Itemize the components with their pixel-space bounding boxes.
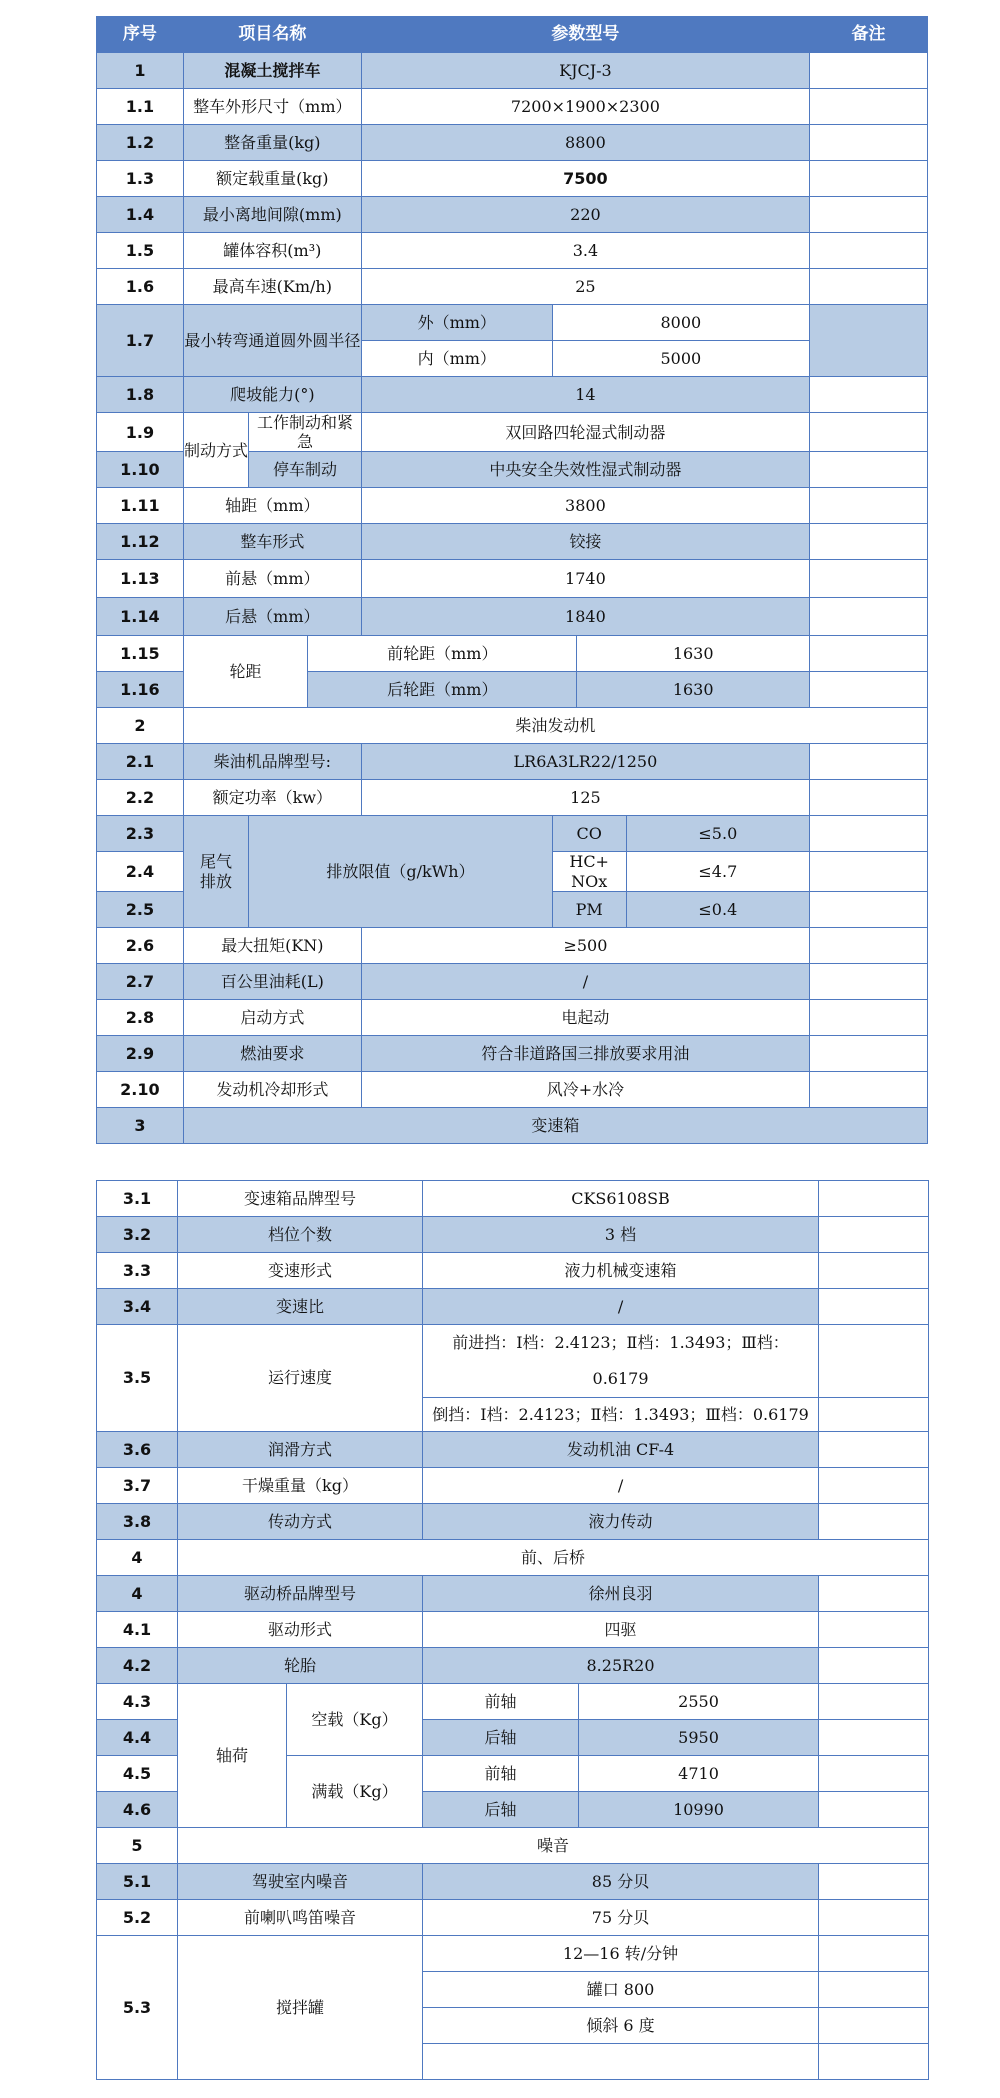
row-no: 1.9 bbox=[97, 413, 184, 452]
table-row bbox=[97, 1612, 929, 1648]
row-no: 3.8 bbox=[97, 1504, 178, 1540]
row-note bbox=[810, 269, 928, 305]
track-label: 后轮距（mm） bbox=[308, 672, 577, 708]
row-no: 1.7 bbox=[97, 305, 184, 377]
row-value: 8.25R20 bbox=[423, 1648, 819, 1684]
table-row bbox=[97, 999, 928, 1035]
axle-group: 轴荷 bbox=[178, 1684, 287, 1828]
row-value: 液力机械变速箱 bbox=[423, 1253, 819, 1289]
row-value: 14 bbox=[361, 377, 809, 413]
row-no: 2.6 bbox=[97, 927, 184, 963]
row-note bbox=[810, 53, 928, 89]
row-note bbox=[810, 1035, 928, 1071]
row-note bbox=[810, 852, 928, 891]
row-name: 爬坡能力(°) bbox=[183, 377, 361, 413]
row-name: 罐体容积(m³) bbox=[183, 233, 361, 269]
row-note bbox=[819, 1864, 929, 1900]
row-no: 1.2 bbox=[97, 125, 184, 161]
table-row bbox=[97, 269, 928, 305]
brake-group: 制动方式 bbox=[183, 413, 248, 488]
row-name: 运行速度 bbox=[178, 1325, 423, 1432]
header-no: 序号 bbox=[97, 17, 184, 53]
row-note bbox=[810, 598, 928, 636]
row-note bbox=[810, 161, 928, 197]
row-no: 4.5 bbox=[97, 1756, 178, 1792]
row-name: 发动机冷却形式 bbox=[183, 1071, 361, 1107]
row-no: 4.1 bbox=[97, 1612, 178, 1648]
row-note bbox=[810, 672, 928, 708]
row-note bbox=[819, 1398, 929, 1432]
row-value: 75 分贝 bbox=[423, 1900, 819, 1936]
row-name: 最小转弯通道圆外圆半径 bbox=[183, 305, 361, 377]
row-no: 5.3 bbox=[97, 1936, 178, 2080]
row-note bbox=[819, 1612, 929, 1648]
table-row bbox=[97, 1217, 929, 1253]
table-row bbox=[97, 1035, 928, 1071]
mixer-speed: 12—16 转/分钟 bbox=[423, 1936, 819, 1972]
row-note bbox=[819, 1900, 929, 1936]
row-name: 最大扭矩(KN) bbox=[183, 927, 361, 963]
table-row bbox=[97, 816, 928, 852]
radius-outer-label: 外（mm） bbox=[361, 305, 552, 341]
row-value: / bbox=[361, 963, 809, 999]
table-row bbox=[97, 560, 928, 598]
row-no: 2 bbox=[97, 708, 184, 744]
row-note bbox=[810, 524, 928, 560]
row-no: 1.13 bbox=[97, 560, 184, 598]
row-no: 4.3 bbox=[97, 1684, 178, 1720]
track-value: 1630 bbox=[577, 636, 810, 672]
table-row bbox=[97, 488, 928, 524]
row-value: 液力传动 bbox=[423, 1504, 819, 1540]
row-note bbox=[810, 1071, 928, 1107]
row-value: 25 bbox=[361, 269, 809, 305]
axle-name: 前轴 bbox=[423, 1756, 579, 1792]
row-no: 1.6 bbox=[97, 269, 184, 305]
row-no: 2.3 bbox=[97, 816, 184, 852]
row-note bbox=[819, 1468, 929, 1504]
row-note bbox=[819, 1253, 929, 1289]
row-value: ≥500 bbox=[361, 927, 809, 963]
row-name: 最小离地间隙(mm) bbox=[183, 197, 361, 233]
row-note bbox=[819, 1684, 929, 1720]
row-no: 2.5 bbox=[97, 891, 184, 927]
spec-table-1 bbox=[96, 16, 928, 1144]
row-no: 1 bbox=[97, 53, 184, 89]
row-name: 整备重量(kg) bbox=[183, 125, 361, 161]
row-name: 后悬（mm） bbox=[183, 598, 361, 636]
section-row bbox=[97, 708, 928, 744]
emission-item: HC+ NOx bbox=[552, 852, 626, 891]
row-note bbox=[810, 636, 928, 672]
row-value: 发动机油 CF-4 bbox=[423, 1432, 819, 1468]
row-value: KJCJ-3 bbox=[361, 53, 809, 89]
brake-value: 双回路四轮湿式制动器 bbox=[361, 413, 809, 452]
radius-inner-label: 内（mm） bbox=[361, 341, 552, 377]
row-no: 1.8 bbox=[97, 377, 184, 413]
row-note bbox=[819, 1756, 929, 1792]
table-row bbox=[97, 305, 928, 341]
table-row bbox=[97, 413, 928, 452]
row-no: 3.4 bbox=[97, 1289, 178, 1325]
section-row bbox=[97, 1107, 928, 1143]
axle-empty-label: 空载（Kg） bbox=[287, 1684, 423, 1756]
row-value: LR6A3LR22/1250 bbox=[361, 744, 809, 780]
row-note bbox=[810, 816, 928, 852]
brake-label: 停车制动 bbox=[249, 452, 362, 488]
table-row bbox=[97, 161, 928, 197]
row-note bbox=[810, 125, 928, 161]
section-title: 变速箱 bbox=[183, 1107, 927, 1143]
emission-group: 尾气 排放 bbox=[183, 816, 248, 927]
emission-value: ≤0.4 bbox=[626, 891, 809, 927]
row-note bbox=[819, 1576, 929, 1612]
row-no: 2.1 bbox=[97, 744, 184, 780]
table-row bbox=[97, 636, 928, 672]
row-value: 8800 bbox=[361, 125, 809, 161]
row-note bbox=[819, 1792, 929, 1828]
table-row bbox=[97, 780, 928, 816]
table-row bbox=[97, 1576, 929, 1612]
row-no: 2.8 bbox=[97, 999, 184, 1035]
row-note bbox=[819, 1504, 929, 1540]
row-name: 前喇叭鸣笛噪音 bbox=[178, 1900, 423, 1936]
row-name: 燃油要求 bbox=[183, 1035, 361, 1071]
row-name: 变速形式 bbox=[178, 1253, 423, 1289]
row-value: 风冷+水冷 bbox=[361, 1071, 809, 1107]
axle-value: 10990 bbox=[579, 1792, 819, 1828]
row-name: 档位个数 bbox=[178, 1217, 423, 1253]
section-row bbox=[97, 1828, 929, 1864]
table-row bbox=[97, 1289, 929, 1325]
row-no: 1.1 bbox=[97, 89, 184, 125]
mixer-tilt: 倾斜 6 度 bbox=[423, 2008, 819, 2044]
row-name: 额定功率（kw） bbox=[183, 780, 361, 816]
table-row bbox=[97, 53, 928, 89]
row-value: 7500 bbox=[361, 161, 809, 197]
row-note bbox=[810, 197, 928, 233]
row-no: 1.15 bbox=[97, 636, 184, 672]
row-no: 1.3 bbox=[97, 161, 184, 197]
table-row bbox=[97, 197, 928, 233]
row-value: 125 bbox=[361, 780, 809, 816]
table-row bbox=[97, 1468, 929, 1504]
row-no: 2.7 bbox=[97, 963, 184, 999]
row-name: 百公里油耗(L) bbox=[183, 963, 361, 999]
row-note bbox=[819, 1289, 929, 1325]
row-value: / bbox=[423, 1289, 819, 1325]
row-no: 4.2 bbox=[97, 1648, 178, 1684]
header-row bbox=[97, 17, 928, 53]
row-value: 电起动 bbox=[361, 999, 809, 1035]
row-value: 符合非道路国三排放要求用油 bbox=[361, 1035, 809, 1071]
table-row bbox=[97, 744, 928, 780]
table-row bbox=[97, 1936, 929, 1972]
spec-table-2 bbox=[96, 1180, 929, 2080]
table-row bbox=[97, 233, 928, 269]
empty-cell bbox=[423, 2044, 819, 2080]
table-row bbox=[97, 1648, 929, 1684]
emission-item: CO bbox=[552, 816, 626, 852]
radius-outer-value: 8000 bbox=[552, 305, 809, 341]
row-name: 整车形式 bbox=[183, 524, 361, 560]
emission-value: ≤5.0 bbox=[626, 816, 809, 852]
row-no: 3.7 bbox=[97, 1468, 178, 1504]
row-no: 3.1 bbox=[97, 1181, 178, 1217]
row-note bbox=[810, 413, 928, 452]
header-note: 备注 bbox=[810, 17, 928, 53]
row-note bbox=[810, 377, 928, 413]
axle-value: 4710 bbox=[579, 1756, 819, 1792]
row-name: 变速箱品牌型号 bbox=[178, 1181, 423, 1217]
row-name: 驾驶室内噪音 bbox=[178, 1864, 423, 1900]
row-note bbox=[810, 744, 928, 780]
row-name: 整车外形尺寸（mm） bbox=[183, 89, 361, 125]
row-note bbox=[819, 2044, 929, 2080]
row-no: 2.2 bbox=[97, 780, 184, 816]
row-note bbox=[810, 488, 928, 524]
row-name: 混凝土搅拌车 bbox=[183, 53, 361, 89]
row-no: 5 bbox=[97, 1828, 178, 1864]
row-note bbox=[819, 1432, 929, 1468]
brake-value: 中央安全失效性湿式制动器 bbox=[361, 452, 809, 488]
emission-value: ≤4.7 bbox=[626, 852, 809, 891]
row-note bbox=[810, 891, 928, 927]
emission-item: PM bbox=[552, 891, 626, 927]
row-value: 四驱 bbox=[423, 1612, 819, 1648]
row-name: 润滑方式 bbox=[178, 1432, 423, 1468]
header-param: 参数型号 bbox=[361, 17, 809, 53]
row-no: 2.4 bbox=[97, 852, 184, 891]
row-no: 1.4 bbox=[97, 197, 184, 233]
track-group: 轮距 bbox=[183, 636, 307, 708]
row-name: 干燥重量（kg） bbox=[178, 1468, 423, 1504]
section-title: 噪音 bbox=[178, 1828, 929, 1864]
row-value: 3 档 bbox=[423, 1217, 819, 1253]
section-row bbox=[97, 1540, 929, 1576]
row-name: 传动方式 bbox=[178, 1504, 423, 1540]
row-value: 徐州良羽 bbox=[423, 1576, 819, 1612]
row-note bbox=[819, 1936, 929, 1972]
row-value: 7200×1900×2300 bbox=[361, 89, 809, 125]
table-row bbox=[97, 377, 928, 413]
table-row bbox=[97, 927, 928, 963]
row-value: CKS6108SB bbox=[423, 1181, 819, 1217]
row-no: 2.9 bbox=[97, 1035, 184, 1071]
row-value: 220 bbox=[361, 197, 809, 233]
row-name: 轴距（mm） bbox=[183, 488, 361, 524]
table-row bbox=[97, 1253, 929, 1289]
table-row bbox=[97, 1432, 929, 1468]
row-value: 铰接 bbox=[361, 524, 809, 560]
row-value: 3800 bbox=[361, 488, 809, 524]
row-note bbox=[810, 305, 928, 377]
row-no: 3.5 bbox=[97, 1325, 178, 1432]
header-name: 项目名称 bbox=[183, 17, 361, 53]
table-row bbox=[97, 1071, 928, 1107]
row-note bbox=[819, 1181, 929, 1217]
row-note bbox=[810, 233, 928, 269]
row-no: 3.3 bbox=[97, 1253, 178, 1289]
mixer-opening: 罐口 800 bbox=[423, 1972, 819, 2008]
row-name: 驱动桥品牌型号 bbox=[178, 1576, 423, 1612]
section-title: 柴油发动机 bbox=[183, 708, 927, 744]
row-note bbox=[810, 927, 928, 963]
axle-name: 前轴 bbox=[423, 1684, 579, 1720]
table-row bbox=[97, 1504, 929, 1540]
row-note bbox=[819, 2008, 929, 2044]
row-note bbox=[810, 963, 928, 999]
row-value: 3.4 bbox=[361, 233, 809, 269]
row-value: 1840 bbox=[361, 598, 809, 636]
row-no: 4 bbox=[97, 1540, 178, 1576]
axle-full-label: 满载（Kg） bbox=[287, 1756, 423, 1828]
row-no: 2.10 bbox=[97, 1071, 184, 1107]
speed-reverse: 倒挡：Ⅰ档：2.4123；Ⅱ档：1.3493；Ⅲ档：0.6179 bbox=[423, 1398, 819, 1432]
row-note bbox=[810, 452, 928, 488]
row-no: 3 bbox=[97, 1107, 184, 1143]
axle-value: 5950 bbox=[579, 1720, 819, 1756]
row-name: 启动方式 bbox=[183, 999, 361, 1035]
row-name: 轮胎 bbox=[178, 1648, 423, 1684]
section-title: 前、后桥 bbox=[178, 1540, 929, 1576]
row-value: / bbox=[423, 1468, 819, 1504]
row-no: 1.11 bbox=[97, 488, 184, 524]
table-row bbox=[97, 1684, 929, 1720]
table-row bbox=[97, 89, 928, 125]
row-note bbox=[810, 999, 928, 1035]
row-note bbox=[819, 1648, 929, 1684]
row-no: 3.6 bbox=[97, 1432, 178, 1468]
row-no: 5.1 bbox=[97, 1864, 178, 1900]
row-no: 1.5 bbox=[97, 233, 184, 269]
row-name: 柴油机品牌型号: bbox=[183, 744, 361, 780]
row-name: 最高车速(Km/h) bbox=[183, 269, 361, 305]
axle-value: 2550 bbox=[579, 1684, 819, 1720]
row-no: 4.4 bbox=[97, 1720, 178, 1756]
row-no: 1.12 bbox=[97, 524, 184, 560]
track-label: 前轮距（mm） bbox=[308, 636, 577, 672]
row-note bbox=[810, 780, 928, 816]
table-row bbox=[97, 524, 928, 560]
table-row bbox=[97, 963, 928, 999]
row-no: 4.6 bbox=[97, 1792, 178, 1828]
row-no: 1.16 bbox=[97, 672, 184, 708]
row-name: 前悬（mm） bbox=[183, 560, 361, 598]
row-note bbox=[819, 1217, 929, 1253]
table-row bbox=[97, 1181, 929, 1217]
row-name: 搅拌罐 bbox=[178, 1936, 423, 2080]
row-no: 3.2 bbox=[97, 1217, 178, 1253]
brake-label: 工作制动和紧急 bbox=[249, 413, 362, 452]
row-note bbox=[819, 1325, 929, 1398]
row-no: 1.14 bbox=[97, 598, 184, 636]
table-row bbox=[97, 598, 928, 636]
row-value: 85 分贝 bbox=[423, 1864, 819, 1900]
row-no: 5.2 bbox=[97, 1900, 178, 1936]
speed-forward: 前进挡：Ⅰ档：2.4123；Ⅱ档：1.3493；Ⅲ档： 0.6179 bbox=[423, 1325, 819, 1398]
row-note bbox=[810, 89, 928, 125]
row-name: 驱动形式 bbox=[178, 1612, 423, 1648]
table-row bbox=[97, 1864, 929, 1900]
row-no: 4 bbox=[97, 1576, 178, 1612]
table-row bbox=[97, 1900, 929, 1936]
row-note bbox=[819, 1720, 929, 1756]
track-value: 1630 bbox=[577, 672, 810, 708]
row-no: 1.10 bbox=[97, 452, 184, 488]
row-note bbox=[819, 1972, 929, 2008]
radius-inner-value: 5000 bbox=[552, 341, 809, 377]
row-value: 1740 bbox=[361, 560, 809, 598]
emission-limit-label: 排放限值（g/kWh） bbox=[249, 816, 552, 927]
axle-name: 后轴 bbox=[423, 1792, 579, 1828]
row-note bbox=[810, 560, 928, 598]
table-row bbox=[97, 1325, 929, 1398]
row-name: 额定载重量(kg) bbox=[183, 161, 361, 197]
table-row bbox=[97, 125, 928, 161]
axle-name: 后轴 bbox=[423, 1720, 579, 1756]
row-name: 变速比 bbox=[178, 1289, 423, 1325]
